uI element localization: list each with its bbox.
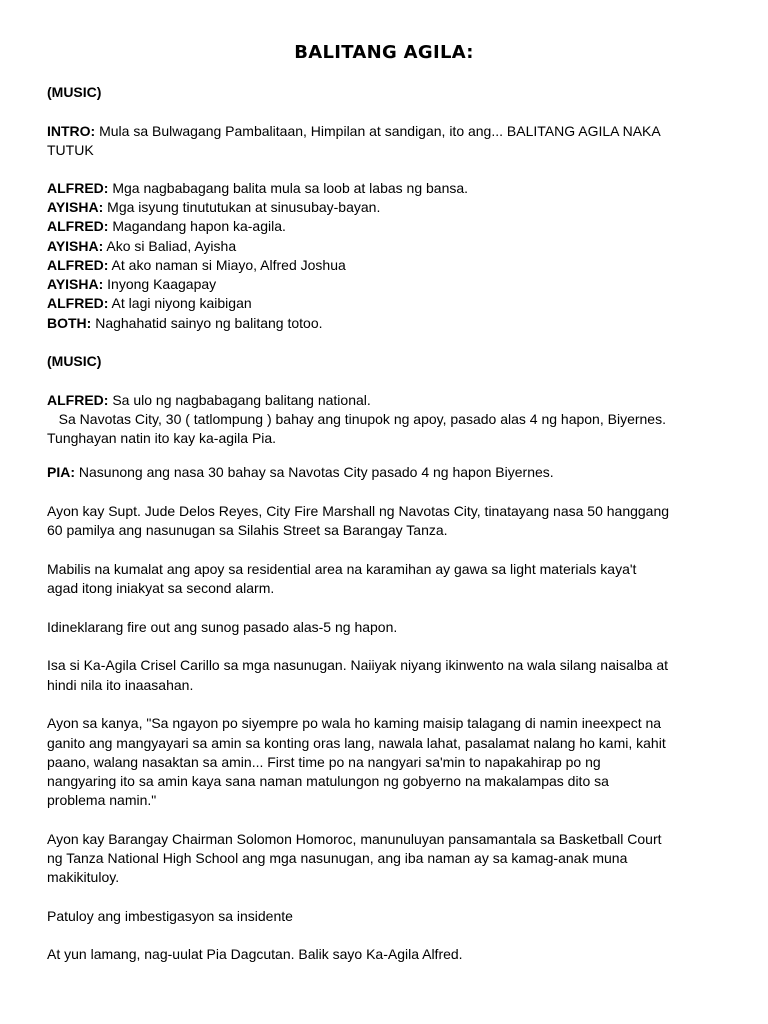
paragraph-line: Patuloy ang imbestigasyon sa insidente [47,908,293,924]
speaker-label: BOTH: [47,315,92,331]
dialogue-text: Ako si Baliad, Ayisha [103,238,237,254]
paragraph-line: Idineklarang fire out ang sunog pasado alas-5 ng hapon. [47,619,398,635]
music-cue: (MUSIC) [47,84,102,100]
paragraph-line: Mabilis na kumalat ang apoy sa residential area na karamihan ay gawa sa light materials kaya't [47,561,637,577]
paragraph-line: 60 pamilya ang nasunugan sa Silahis Street sa Barangay Tanza. [47,522,448,538]
speaker-label: INTRO: [47,123,96,139]
dialogue-line [47,256,727,275]
dialogue-text: At ako naman si Miayo, Alfred Joshua [108,257,346,273]
dialogue-line [47,217,727,236]
quote-line: paano, walang nasaktan sa amin... First time po na nangyari sa'min to napakahirap po ng [47,754,601,770]
dialogue-text: Mga isyung tinututukan at sinusubay-bayan. [103,199,381,215]
paragraph-line: makikituloy. [47,869,120,885]
document-title: BALITANG AGILA: [294,42,474,63]
speaker-label: ALFRED: [47,180,109,196]
intro-text: Mula sa Bulwagang Pambalitaan, Himpilan at sandigan, ito ang... BALITANG AGILA NAKA [95,123,661,139]
paragraph-line: Isa si Ka-Agila Crisel Carillo sa mga nasunugan. Naiiyak niyang ikinwento na wala silang naisalba at [47,657,668,673]
dialogue-text: Inyong Kaagapay [103,276,217,292]
quote-line: Ayon sa kanya, "Sa ngayon po siyempre po wala ho kaming maisip talagang di namin ineexpect na [47,715,662,731]
paragraph-line: Ayon kay Barangay Chairman Solomon Homoroc, manunuluyan pansamantala sa Basketball Court [47,831,662,847]
dialogue-text: Naghahatid sainyo ng balitang totoo. [91,315,323,331]
paragraph-line: hindi nila ito inaasahan. [47,677,194,693]
speaker-label: PIA: [47,464,75,480]
intro-continuation: TUTUK [47,142,94,158]
paragraph-line: At yun lamang, nag-uulat Pia Dagcutan. Balik sayo Ka-Agila Alfred. [47,946,463,962]
dialogue-text: Nasunong ang nasa 30 bahay sa Navotas City pasado 4 ng hapon Biyernes. [75,464,554,480]
dialogue-text: At lagi niyong kaibigan [108,295,252,311]
speaker-label: AYISHA: [47,238,104,254]
speaker-label: ALFRED: [47,218,109,234]
dialogue-text: Sa ulo ng nagbabagang balitang national. [108,392,371,408]
quote-line: nangyaring ito sa amin kaya sana naman matulungon ng gobyerno na makalampas dito sa [47,773,609,789]
dialogue-line [47,237,727,256]
quote-line: problema namin." [47,792,157,808]
paragraph-line: Ayon kay Supt. Jude Delos Reyes, City Fire Marshall ng Navotas City, tinatayang nasa 50 hanggang [47,503,670,519]
paragraph-line: agad itong iniakyat sa second alarm. [47,580,275,596]
headline-line: Sa Navotas City, 30 ( tatlompung ) bahay ang tinupok ng apoy, pasado alas 4 ng hapon, Biyernes. [47,411,666,427]
dialogue-line [47,314,727,333]
dialogue-text: Magandang hapon ka-agila. [108,218,286,234]
dialogue-line [47,275,727,294]
dialogue-line [47,198,727,217]
speaker-label: ALFRED: [47,392,109,408]
intro-line [47,122,727,141]
speaker-label: ALFRED: [47,257,109,273]
speaker-label: AYISHA: [47,199,104,215]
music-cue: (MUSIC) [47,353,102,369]
quote-line: ganito ang mangyayari sa amin sa konting oras lang, nawala lahat, pasalamat nalang ho kami, kahit [47,735,666,751]
dialogue-line [47,294,727,313]
headline-line: Tunghayan natin ito kay ka-agila Pia. [47,430,277,446]
dialogue-line [47,391,727,410]
dialogue-line [47,463,727,482]
paragraph-line: ng Tanza National High School ang mga nasunugan, ang iba naman ay sa kamag-anak muna [47,850,628,866]
speaker-label: AYISHA: [47,276,104,292]
dialogue-line [47,179,727,198]
dialogue-text: Mga nagbabagang balita mula sa loob at labas ng bansa. [108,180,469,196]
speaker-label: ALFRED: [47,295,109,311]
